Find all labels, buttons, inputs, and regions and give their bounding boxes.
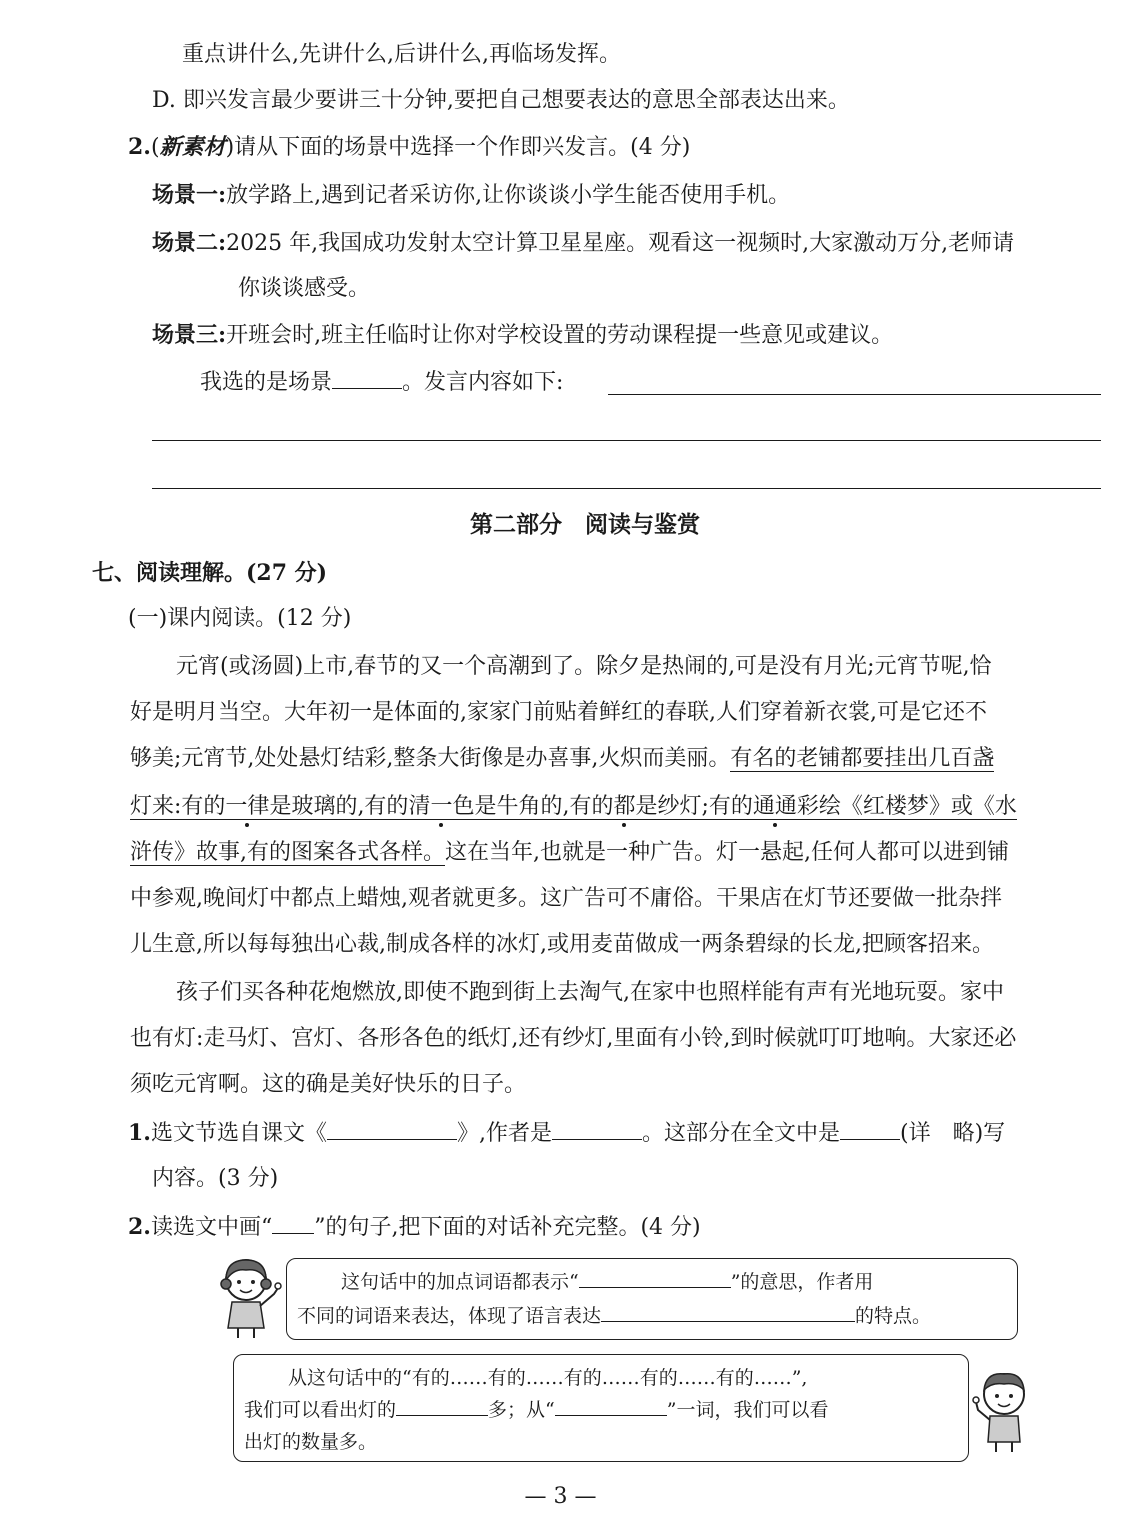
scene-text: 放学路上,遇到记者采访你,让你谈谈小学生能否使用手机。 [226, 183, 791, 208]
quantity-word-blank[interactable] [555, 1397, 667, 1416]
answer-line-3[interactable] [152, 488, 1101, 489]
scene-text: 开班会时,班主任临时让你对学校设置的劳动课程提一些意见或建议。 [226, 323, 894, 348]
section-7-title: 七、阅读理解。(27 分) [92, 560, 328, 586]
scene-2-continuation: 你谈谈感受。 [238, 276, 371, 301]
passage-line: 须吃元宵啊。这的确是美好快乐的日子。 [130, 1072, 527, 1097]
reading-question-1-cont: 内容。(3 分) [152, 1166, 279, 1191]
answer-line: 我选的是场景 。发言内容如下: [200, 370, 564, 395]
girl-illustration [216, 1258, 288, 1340]
reading-question-1: 1.选文节选自课文《 》,作者是 。这部分在全文中是 (详 略)写 [128, 1120, 1006, 1146]
dotted-word: 通通 [752, 794, 797, 819]
new-material-tag: 新素材 [159, 134, 226, 160]
part-2-heading: 第二部分 阅读与鉴赏 [470, 511, 700, 538]
passage-line: 也有灯:走马灯、宫灯、各形各色的纸灯,还有纱灯,里面有小铃,到时候就叮叮地响。大家还必 [130, 1026, 1017, 1051]
question-number: 2. [128, 134, 151, 160]
scene-1 [152, 180, 790, 211]
reading-question-2: 2.读选文中画“ ”的句子,把下面的对话补充完整。(4 分) [128, 1214, 701, 1240]
scene-2 [152, 228, 1014, 259]
passage-line: 儿生意,所以每每独出心裁,制成各样的冰灯,或用麦苗做成一两条碧绿的长龙,把顾客招来。 [130, 932, 994, 957]
scene-choice-blank[interactable] [332, 368, 402, 389]
lesson-title-blank[interactable] [327, 1119, 457, 1140]
question-2-speech: 2.(新素材)请从下面的场景中选择一个作即兴发言。(4 分) [128, 134, 691, 160]
scene-text: 2025 年,我国成功发射太空计算卫星星座。观看这一视频时,大家激动万分,老师请 [226, 231, 1015, 256]
passage-line: 浒传》故事,有的图案各式各样。这在当年,也就是一种广告。灯一悬起,任何人都可以进到铺 [130, 840, 1009, 865]
bubble-line: 出灯的数量多。 [244, 1431, 378, 1453]
bubble-line: 我们可以看出灯的 多；从“ ”一词，我们可以看 [244, 1399, 829, 1421]
passage-line [130, 792, 1017, 822]
bubble-line: 这句话中的加点词语都表示“ ”的意思，作者用 [341, 1271, 874, 1293]
bubble-line: 不同的词语来表达，体现了语言表达 的特点。 [297, 1305, 932, 1327]
answer-line-1[interactable] [608, 394, 1101, 395]
answer-line-2[interactable] [152, 440, 1101, 441]
option-c-continuation: 重点讲什么,先讲什么,后讲什么,再临场发挥。 [182, 42, 621, 67]
sub-section-1-title: (一)课内阅读。(12 分) [128, 606, 352, 631]
passage-line: 够美;元宵节,处处悬灯结彩,整条大街像是办喜事,火炽而美丽。有名的老铺都要挂出几百盏 [130, 746, 995, 771]
meaning-blank[interactable] [579, 1269, 731, 1288]
author-blank[interactable] [552, 1119, 642, 1140]
boy-illustration [970, 1370, 1040, 1454]
dotted-word: 一律 [225, 794, 270, 819]
passage-line: 好是明月当空。大年初一是体面的,家家门前贴着鲜红的春联,人们穿着新衣裳,可是它还不 [130, 700, 987, 725]
feature-blank[interactable] [601, 1303, 855, 1322]
scene-label: 场景三: [152, 322, 227, 348]
scene-label: 场景二: [152, 230, 227, 256]
question-text: 请从下面的场景中选择一个作即兴发言。(4 分) [234, 135, 691, 160]
scene-label: 场景一: [152, 182, 227, 208]
dotted-word: 清一色 [408, 794, 475, 819]
underlined-sentence: 有名的老铺都要挂出几百盏 [730, 746, 995, 771]
speech-bubble-girl [286, 1258, 1018, 1340]
line-type-blank[interactable] [272, 1213, 314, 1234]
dotted-word: 都 [613, 794, 636, 819]
speech-bubble-boy [233, 1354, 969, 1462]
passage-line: 中参观,晚间灯中都点上蜡烛,观者就更多。这广告可不庸俗。干果店在灯节还要做一批杂拌 [130, 886, 1002, 911]
underlined-sentence: 浒传》故事,有的图案各式各样。 [130, 840, 445, 865]
detail-brief-blank[interactable] [840, 1119, 900, 1140]
page-number: — 3 — [524, 1484, 597, 1509]
option-d: D. 即兴发言最少要讲三十分钟,要把自己想要表达的意思全部表达出来。 [152, 88, 850, 113]
scene-3 [152, 320, 893, 351]
passage-line: 元宵(或汤圆)上市,春节的又一个高潮到了。除夕是热闹的,可是没有月光;元宵节呢,恰 [176, 654, 992, 679]
underlined-sentence: 灯来:有的一律是玻璃的,有的清一色是牛角的,有的都是纱灯;有的通通彩绘《红楼梦》或《水 [130, 794, 1017, 819]
bubble-line: 从这句话中的“有的……有的……有的……有的……有的……”, [288, 1367, 808, 1389]
variety-blank[interactable] [396, 1397, 488, 1416]
passage-line: 孩子们买各种花炮燃放,即使不跑到街上去淘气,在家中也照样能有声有光地玩耍。家中 [176, 980, 1004, 1005]
